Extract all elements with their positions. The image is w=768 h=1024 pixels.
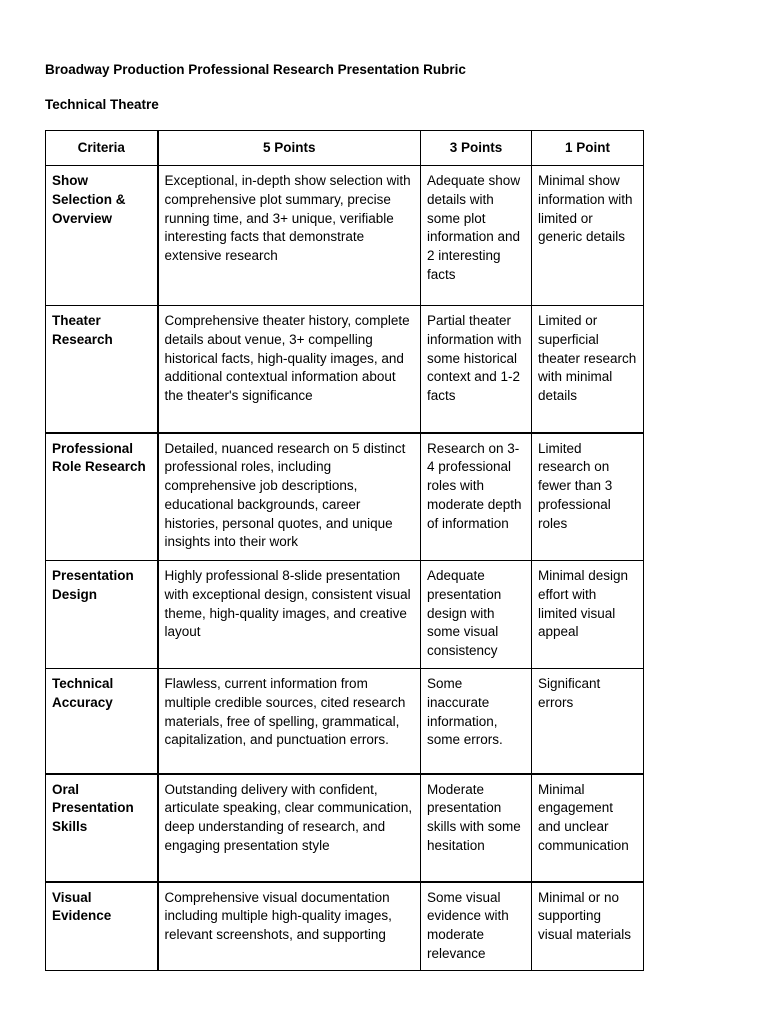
five-points-cell: Highly professional 8-slide presentation with exceptional design, consistent visual theme, high-quality images, and creative layout [158,561,421,669]
document-title: Broadway Production Professional Research Presentation Rubric [45,62,466,77]
criteria-cell: Presentation Design [46,561,158,669]
five-points-cell: Flawless, current information from multiple credible sources, cited research materials, free of spelling, grammatical, capitalization, and punctuation errors. [158,669,421,774]
table-row [46,306,644,433]
criteria-cell: Professional Role Research [46,433,158,561]
criteria-cell: Oral Presentation Skills [46,774,158,882]
criteria-cell: Technical Accuracy [46,669,158,774]
rubric-table [45,130,644,971]
three-points-cell: Some inaccurate information, some errors. [421,669,532,774]
header-3-points: 3 Points [421,131,532,166]
one-point-cell: Limited or superficial theater research with minimal details [532,306,644,433]
one-point-cell: Minimal show information with limited or generic details [532,166,644,306]
criteria-cell: Visual Evidence [46,882,158,971]
one-point-cell: Significant errors [532,669,644,774]
five-points-cell: Detailed, nuanced research on 5 distinct professional roles, including comprehensive job descriptions, educational backgrounds, career histories, personal quotes, and unique insights into their work [158,433,421,561]
one-point-cell: Minimal engagement and unclear communication [532,774,644,882]
table-row [46,882,644,971]
five-points-cell: Exceptional, in-depth show selection with comprehensive plot summary, precise running time, and 3+ unique, verifiable interesting facts that demonstrate extensive research [158,166,421,306]
criteria-cell: Show Selection & Overview [46,166,158,306]
table-row [46,561,644,669]
document-subtitle: Technical Theatre [45,97,159,112]
table-row [46,433,644,561]
table-header-row [46,131,644,166]
three-points-cell: Adequate presentation design with some visual consistency [421,561,532,669]
header-1-point: 1 Point [532,131,644,166]
three-points-cell: Partial theater information with some historical context and 1-2 facts [421,306,532,433]
table-row [46,774,644,882]
five-points-cell: Comprehensive visual documentation including multiple high-quality images, relevant screenshots, and supporting [158,882,421,971]
one-point-cell: Minimal design effort with limited visual appeal [532,561,644,669]
header-criteria: Criteria [46,131,158,166]
three-points-cell: Some visual evidence with moderate relevance [421,882,532,971]
table-row [46,669,644,774]
five-points-cell: Comprehensive theater history, complete details about venue, 3+ compelling historical facts, high-quality images, and additional contextual information about the theater's significance [158,306,421,433]
table-row [46,166,644,306]
three-points-cell: Adequate show details with some plot information and 2 interesting facts [421,166,532,306]
one-point-cell: Minimal or no supporting visual materials [532,882,644,971]
three-points-cell: Research on 3-4 professional roles with moderate depth of information [421,433,532,561]
three-points-cell: Moderate presentation skills with some hesitation [421,774,532,882]
one-point-cell: Limited research on fewer than 3 professional roles [532,433,644,561]
criteria-cell: Theater Research [46,306,158,433]
header-5-points: 5 Points [158,131,421,166]
five-points-cell: Outstanding delivery with confident, articulate speaking, clear communication, deep understanding of research, and engaging presentation style [158,774,421,882]
